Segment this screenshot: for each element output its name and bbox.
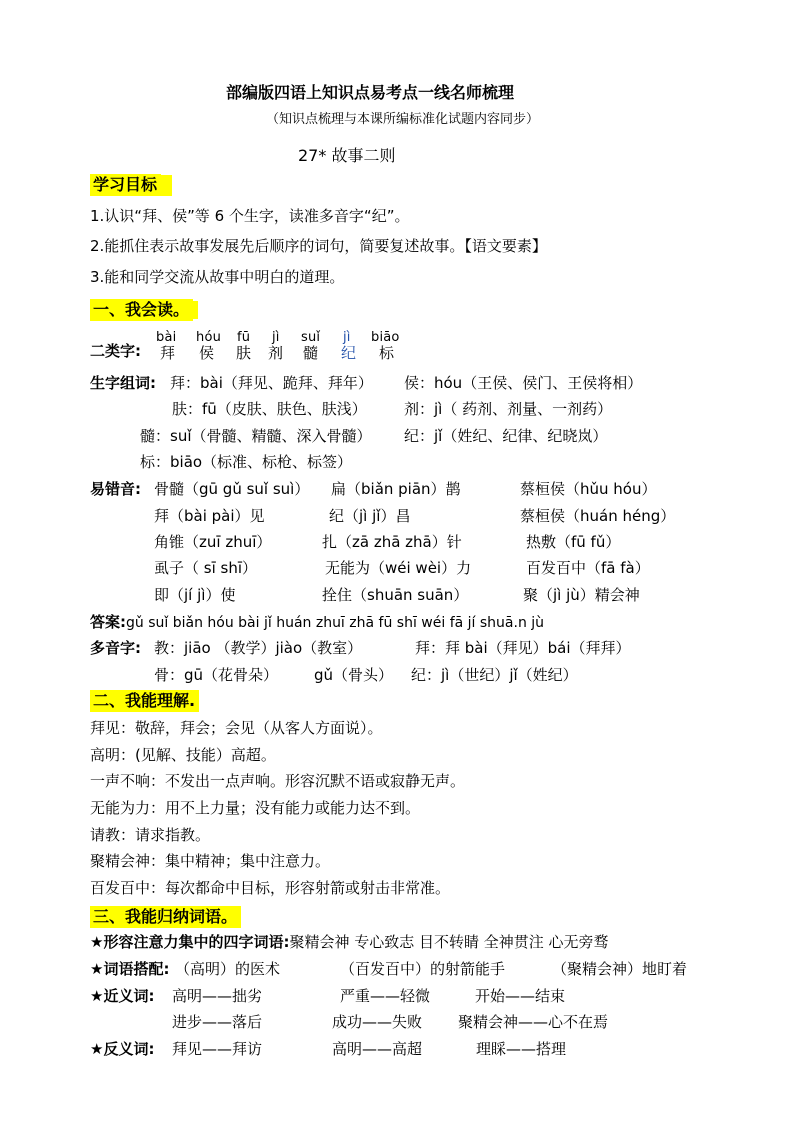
- four-char-row: ★形容注意力集中的四字词语:聚精会神 专心致志 目不转睛 全神贯注 心无旁骛: [90, 933, 609, 951]
- confuse-item: 拴住（shuān suān）: [322, 586, 469, 604]
- confuse-item: 蔡桓侯（huán héng）: [520, 507, 676, 525]
- confuse-item: 纪（jì jǐ）昌: [329, 507, 411, 525]
- section-heading-goals: 学习目标: [90, 172, 172, 195]
- definition-item: 无能为力：用不上力量；没有能力或能力达不到。: [90, 799, 421, 817]
- confuse-label: 易错音:: [90, 480, 141, 498]
- word-group: 剂：jì（ 药剂、剂量、一剂药）: [404, 400, 613, 418]
- class2-pinyin-1: hóu: [196, 330, 222, 345]
- class2-char-0: 拜: [160, 344, 176, 362]
- goal-item: 3.能和同学交流从故事中明白的道理。: [90, 268, 345, 286]
- definition-item: 百发百中：每次都命中目标，形容射箭或射击非常准。: [90, 879, 451, 897]
- confuse-item: 扁（biǎn piān）鹊: [331, 480, 461, 498]
- class2-label: 二类字:: [90, 342, 141, 360]
- class2-pinyin-0: bài: [156, 330, 177, 345]
- poly-item: 教：jiāo （教学）jiào（教室）: [154, 639, 363, 657]
- section-heading-summary: 三、我能归纳词语。: [90, 904, 241, 927]
- word-group: 拜：bài（拜见、跪拜、拜年）: [170, 374, 373, 392]
- antonym-pair: 拜见——拜访: [172, 1040, 263, 1058]
- confuse-item: 无能为（wéi wèi）力: [325, 559, 472, 577]
- confuse-item: 扎（zā zhā zhā）针: [322, 533, 462, 551]
- antonym-label: ★反义词:: [90, 1040, 155, 1058]
- word-group: 标：biāo（标准、标枪、标签）: [140, 453, 353, 471]
- antonym-pair: 理睬——搭理: [476, 1040, 567, 1058]
- section-heading-read: 一、我会读。: [90, 297, 198, 320]
- goal-item: 1.认识“拜、侯”等 6 个生字，读准多音字“纪”。: [90, 207, 410, 225]
- poly-item: 拜：拜 bài（拜见）bái（拜拜）: [415, 639, 631, 657]
- confuse-item: 百发百中（fā fà）: [526, 559, 650, 577]
- document-title: 部编版四语上知识点易考点一线名师梳理: [226, 83, 515, 102]
- document-subtitle: （知识点梳理与本课所编标准化试题内容同步）: [266, 112, 540, 127]
- antonym-pair: 高明——高超: [332, 1040, 423, 1058]
- class2-pinyin-3: jì: [272, 330, 280, 345]
- class2-pinyin-6: biāo: [371, 330, 400, 345]
- poly-item: 骨：gū（花骨朵）: [154, 666, 279, 684]
- class2-char-3: 剂: [268, 344, 284, 362]
- synonym-pair: 聚精会神——心不在焉: [458, 1013, 609, 1031]
- confuse-item: 热敷（fū fǔ）: [526, 533, 621, 551]
- class2-pinyin-4: suǐ: [301, 330, 321, 345]
- definition-item: 拜见：敬辞，拜会；会见（从客人方面说）。: [90, 719, 383, 737]
- synonym-pair: 成功——失败: [332, 1013, 423, 1031]
- answer-row: 答案:gǔ suǐ biǎn hóu bài jǐ huán zhuī zhā fū shī wéi fā jí shuā.n jù: [90, 613, 545, 631]
- synonym-label: ★近义词:: [90, 987, 155, 1005]
- class2-char-5: 纪: [341, 344, 357, 362]
- word-group: 侯：hóu（王侯、侯门、王侯将相）: [404, 374, 643, 392]
- synonym-pair: 开始——结束: [475, 987, 566, 1005]
- confuse-item: 骨髓（gū gǔ suǐ suì）: [154, 480, 310, 498]
- confuse-item: 聚（jì jù）精会神: [523, 586, 640, 604]
- poly-item: gǔ（骨头）: [314, 666, 394, 684]
- collocation-item: （高明）的医术: [175, 960, 281, 978]
- collocation-item: （百发百中）的射箭能手: [340, 960, 506, 978]
- collocation-label: ★词语搭配:: [90, 960, 170, 978]
- class2-char-1: 侯: [199, 344, 215, 362]
- confuse-item: 拜（bài pài）见: [154, 507, 265, 525]
- lesson-title: 27* 故事二则: [298, 146, 396, 165]
- synonym-pair: 高明——拙劣: [172, 987, 263, 1005]
- poly-label: 多音字:: [90, 639, 141, 657]
- goal-item: 2.能抓住表示故事发展先后顺序的词句，简要复述故事。【语文要素】: [90, 237, 547, 255]
- poly-item: 纪：jì（世纪）jǐ（姓纪）: [411, 666, 578, 684]
- definition-item: 聚精会神：集中精神；集中注意力。: [90, 852, 331, 870]
- confuse-item: 虱子（ sī shī）: [154, 559, 258, 577]
- synonym-pair: 进步——落后: [172, 1013, 263, 1031]
- class2-char-2: 肤: [236, 344, 252, 362]
- collocation-item: （聚精会神）地盯着: [552, 960, 688, 978]
- section-heading-understand: 二、我能理解.: [90, 688, 199, 711]
- confuse-item: 角锥（zuī zhuī）: [154, 533, 272, 551]
- confuse-item: 即（jí jì）使: [154, 586, 236, 604]
- synonym-pair: 严重——轻微: [340, 987, 431, 1005]
- definition-item: 高明：(见解、技能）高超。: [90, 746, 276, 764]
- word-group: 纪：jǐ（姓纪、纪律、纪晓岚）: [404, 427, 608, 445]
- confuse-item: 蔡桓侯（hǔu hóu）: [520, 480, 657, 498]
- definition-item: 一声不响：不发出一点声响。形容沉默不语或寂静无声。: [90, 772, 466, 790]
- class2-pinyin-5: jì: [343, 330, 351, 345]
- class2-pinyin-2: fū: [237, 330, 251, 345]
- class2-char-4: 髓: [303, 344, 319, 362]
- words-label: 生字组词:: [90, 374, 156, 392]
- class2-char-6: 标: [379, 344, 395, 362]
- word-group: 肤：fū（皮肤、肤色、肤浅）: [172, 400, 367, 418]
- word-group: 髓：suǐ（骨髓、精髓、深入骨髓）: [140, 427, 372, 445]
- definition-item: 请教：请求指教。: [90, 826, 211, 844]
